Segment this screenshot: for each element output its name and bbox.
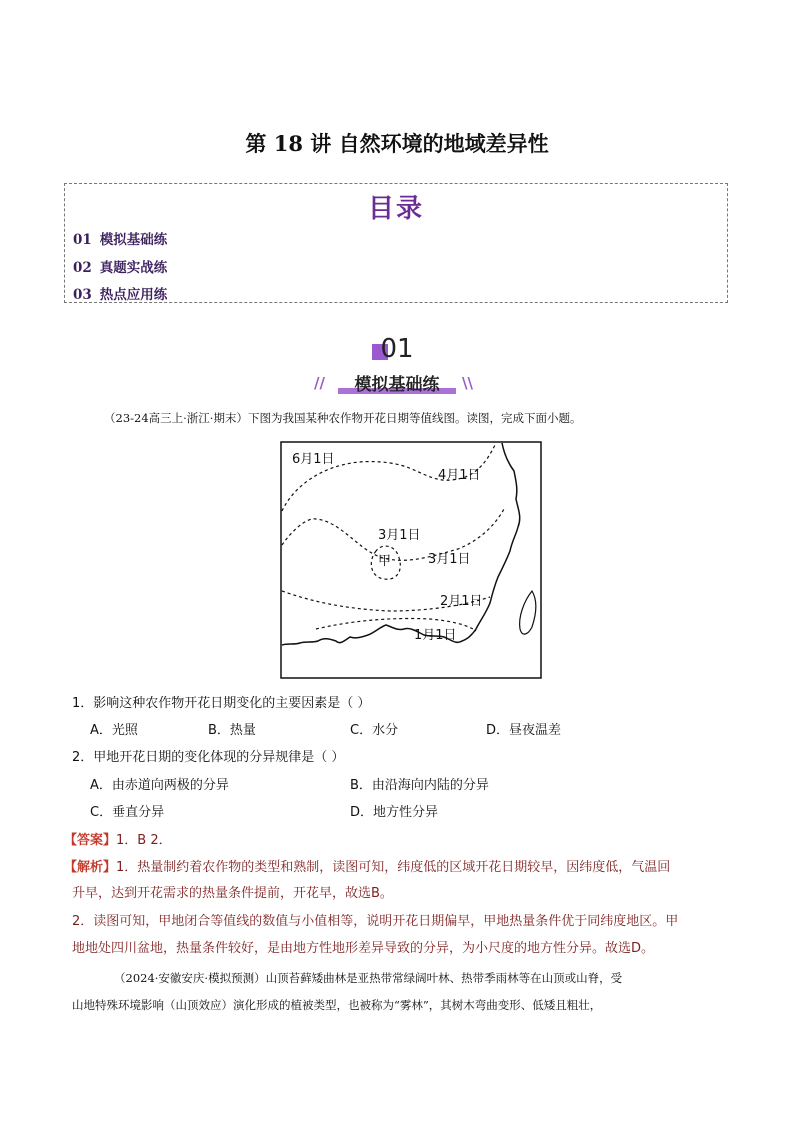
analysis-line-1: 【解析】1．热量制约着农作物的类型和熟制，读图可知，纬度低的区域开花日期较早，因纬度低，气温回 (64, 860, 671, 875)
toc-item-3[interactable]: 03 热点应用练 (73, 287, 168, 303)
section-header (0, 334, 794, 396)
label-mar1: 3月1日 (428, 552, 471, 567)
passage-line-2: 山地特殊环境影响（山顶效应）演化形成的植被类型，也被称为“雾林”，其树木弯曲变形、低矮且粗壮， (72, 998, 602, 1012)
answer-tag: 【答案】 (64, 833, 117, 848)
answer-text: 1．B 2． (116, 833, 172, 848)
question-intro: （23-24高三上·浙江·期末）下图为我国某种农作物开花日期等值线图。读图，完成下面小题。 (104, 411, 582, 425)
label-jun1: 6月1日 (292, 452, 335, 467)
toc-item-1[interactable]: 01 模拟基础练 (73, 232, 168, 248)
question-1-stem: 1．影响这种农作物开花日期变化的主要因素是（ ） (72, 696, 371, 711)
q1-option-a[interactable]: A．光照 (90, 723, 138, 738)
section-number: 01 (380, 334, 414, 364)
q1-option-b[interactable]: B．热量 (208, 723, 256, 738)
analysis-line-4: 地地处四川盆地，热量条件较好，是由地方性地形差异导致的分异，为小尺度的地方性分异。故选D。 (72, 941, 655, 956)
page-title: 第 18 讲 自然环境的地域差异性 (245, 131, 549, 156)
label-jan1: 1月1日 (414, 628, 457, 643)
q2-option-c[interactable]: C．垂直分异 (90, 805, 165, 820)
table-of-contents (64, 183, 728, 303)
q2-option-b[interactable]: B．由沿海向内陆的分异 (350, 778, 489, 793)
label-feb1: 2月1日 (440, 594, 483, 609)
q1-option-d[interactable]: D．昼夜温差 (486, 723, 562, 738)
answer-line (64, 831, 172, 851)
label-jia: 甲 (378, 554, 392, 569)
analysis-line-3: 2．读图可知，甲地闭合等值线的数值与小值相等，说明开花日期偏早，甲地热量条件优于同纬度地区。甲 (72, 914, 679, 929)
analysis-tag: 【解析】 (64, 860, 117, 875)
q2-option-a[interactable]: A．由赤道向两极的分异 (90, 778, 229, 793)
right-slash-decoration: \\ (462, 374, 473, 392)
analysis-line-2: 升早，达到开花需求的热量条件提前，开花早，故选B。 (72, 886, 393, 901)
flowering-date-isoline-map (280, 441, 542, 679)
q2-option-d[interactable]: D．地方性分异 (350, 805, 439, 820)
label-apr1: 4月1日 (438, 468, 481, 483)
section-label: 模拟基础练 (354, 375, 440, 395)
label-mar1-inner: 3月1日 (378, 528, 421, 543)
q1-option-c[interactable]: C．水分 (350, 723, 399, 738)
question-2-stem: 2．甲地开花日期的变化体现的分异规律是（ ） (72, 750, 345, 765)
toc-item-2[interactable]: 02 真题实战练 (73, 260, 168, 276)
toc-heading: 目录 (367, 194, 424, 224)
passage-line-1: （2024·安徽安庆·模拟预测）山顶苔藓矮曲林是亚热带常绿阔叶林、热带季雨林等在山顶或山脊，受 (114, 971, 623, 985)
left-slash-decoration: // (314, 374, 325, 392)
